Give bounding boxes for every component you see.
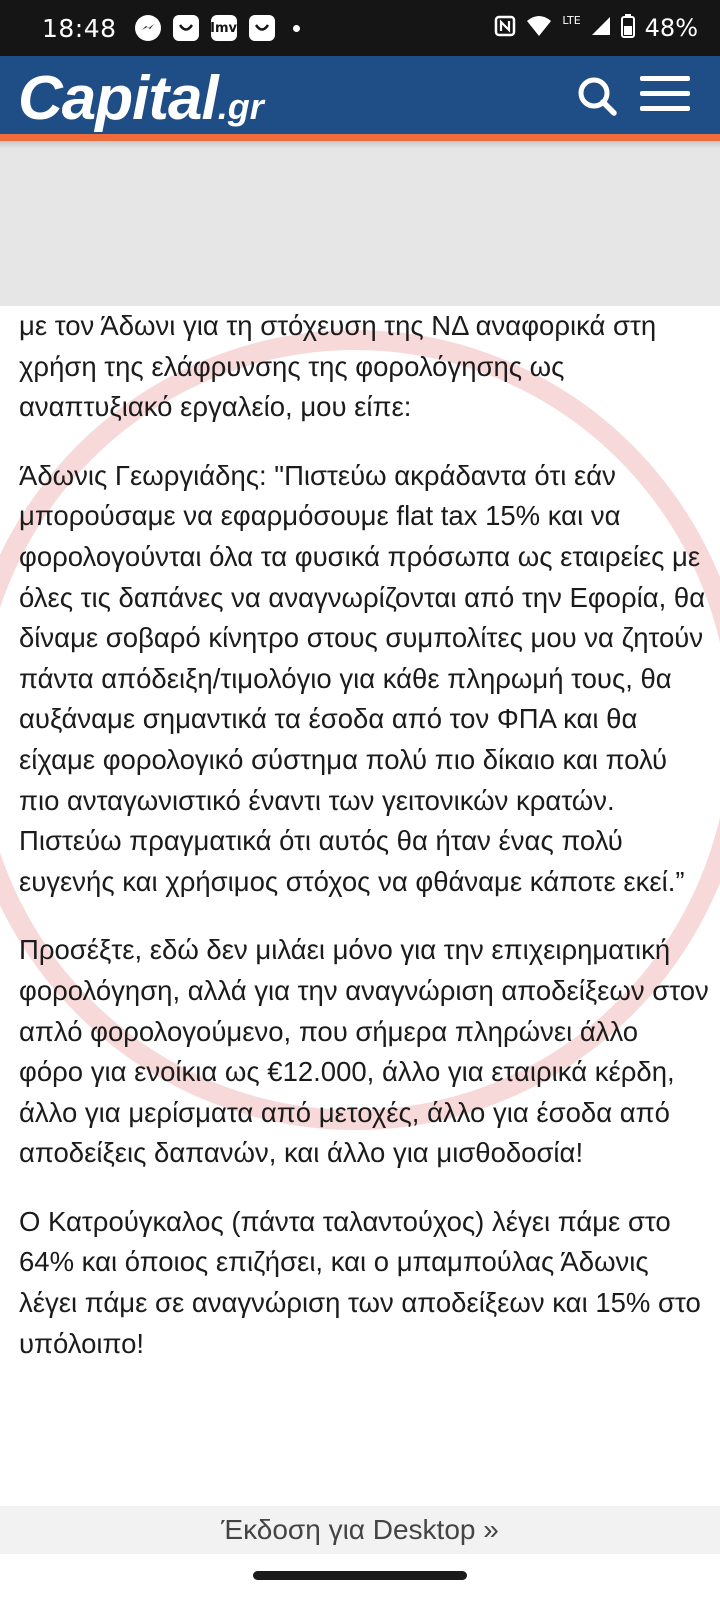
menu-button[interactable] [640, 76, 690, 116]
status-bar [0, 0, 720, 56]
more-notifications-dot [293, 25, 300, 32]
logo-main: Capital [18, 64, 218, 133]
article-paragraph: Προσέξτε, εδώ δεν μιλάει μόνο για την επιχειρηματική φορολόγηση, αλλά για την αναγνώριση αποδείξεων στον απλό φορολογούμενο, που σήμερα πληρώνει άλλο φόρο για ενοίκια ως €12.000, άλλο για εταιρικά κέρδη, άλλο για μερίσματα από μετοχές, άλλο για έσοδα από αποδείξεις δαπανών, και άλλο για μισθοδοσία! [19, 934, 709, 1169]
app-icon-1 [173, 15, 199, 41]
site-header [0, 56, 720, 134]
signal-icon [591, 16, 611, 40]
status-time: 18:48 [42, 13, 117, 43]
imv-icon: Imv [211, 15, 237, 41]
article-paragraph: Άδωνις Γεωργιάδης: "Πιστεύω ακράδαντα ότι εάν μπορούσαμε να εφαρμόσουμε flat tax 15% και να φορολογούνται όλα τα φυσικά πρόσωπα ως εταιρείες με όλες τις δαπάνες να αναγνωρίζονται από την Εφορία, θα δίναμε σοβαρό κίνητρο στους συμπολίτες μου να ζητούν πάντα απόδειξη/τιμολόγιο για κάθε πληρωμή τους, θα αυξάναμε σημαντικά τα έσοδα από τον ΦΠΑ και θα είχαμε φορολογικό σύστημα πολύ πιο δίκαιο και πολύ πιο ανταγωνιστικό έναντι των γειτονικών κρατών. Πιστεύω πραγματικά ότι αυτός θα ήταν ένας πολύ ευγενής και χρήσιμος στόχος να φθάναμε κάποτε εκεί.” [19, 459, 706, 897]
article-paragraph: με τον Άδωνι για τη στόχευση της ΝΔ αναφορικά στη χρήση της ελάφρυνσης της φορολόγησης ως αναπτυξιακό εργαλείο, μου είπε: [19, 310, 657, 423]
nfc-icon [494, 15, 516, 41]
logo-suffix: .gr [217, 86, 264, 127]
home-gesture-bar[interactable] [253, 1571, 467, 1580]
wifi-icon [526, 15, 552, 41]
app-icon-2 [249, 15, 275, 41]
ad-placeholder [0, 141, 720, 306]
battery-icon [621, 14, 635, 42]
notification-icons [135, 15, 300, 41]
messenger-icon [135, 15, 161, 41]
desktop-version-link[interactable]: Έκδοση για Desktop » [0, 1506, 720, 1554]
header-accent-stripe [0, 134, 720, 141]
network-type: LTE [562, 13, 581, 27]
article-paragraph: Ο Κατρούγκαλος (πάντα ταλαντούχος) λέγει πάμε στο 64% και όποιος επιζήσει, και ο μπαμπούλας Άδωνις λέγει πάμε σε αναγνώριση των αποδείξεων και 15% στο υπόλοιπο! [19, 1205, 701, 1359]
article-body [19, 306, 709, 1392]
search-button[interactable] [575, 74, 619, 118]
search-icon [575, 74, 619, 118]
hamburger-icon [640, 76, 690, 111]
system-icons [494, 14, 698, 42]
battery-percentage: 48% [644, 14, 698, 42]
header-shadow [0, 141, 720, 149]
